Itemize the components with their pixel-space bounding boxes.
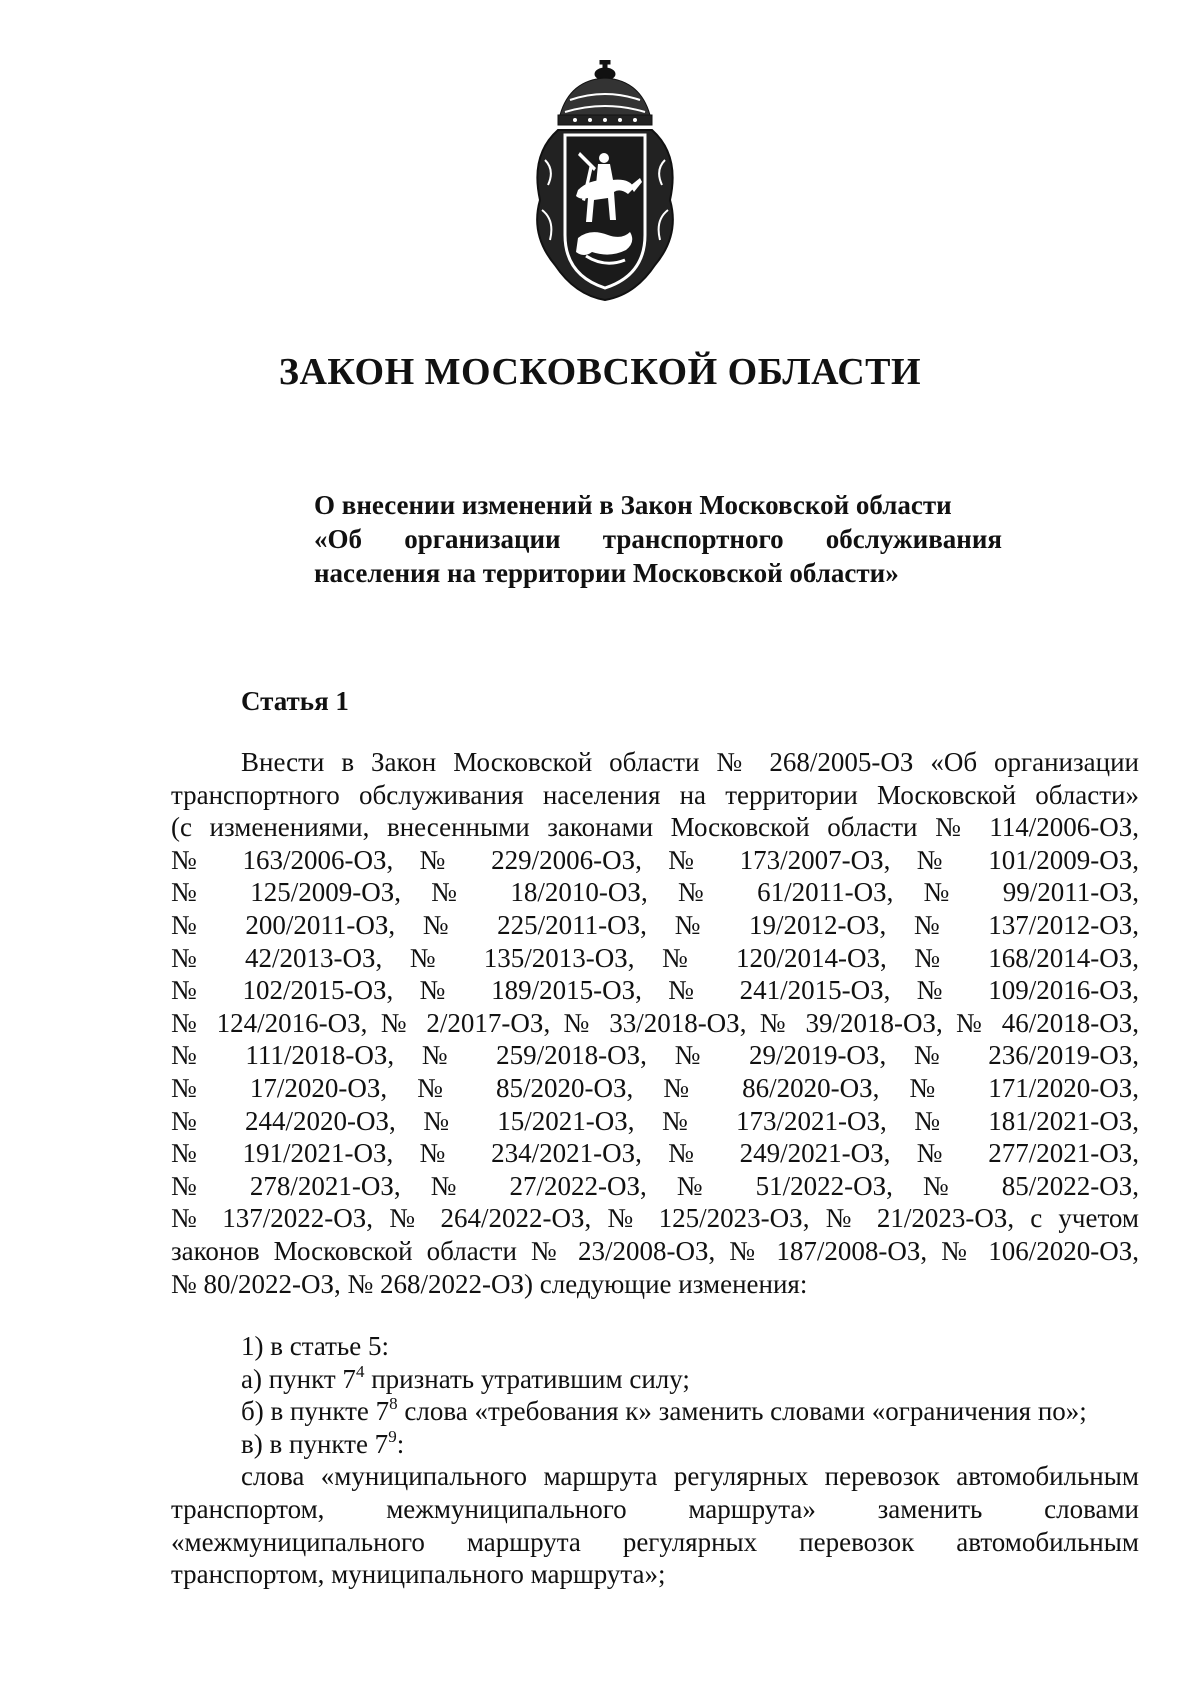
document-title: ЗАКОН МОСКОВСКОЙ ОБЛАСТИ	[278, 351, 922, 393]
intro-line-13: № 191/2021-ОЗ, № 234/2021-ОЗ, № 249/2021-ОЗ, № 277/2021-ОЗ,	[171, 1138, 1139, 1169]
intro-line-5: № 125/2009-ОЗ, № 18/2010-ОЗ, № 61/2011-ОЗ, № 99/2011-ОЗ,	[171, 877, 1139, 908]
item-1: 1) в статье 5:	[241, 1331, 389, 1362]
replace-line-4: транспортом, муниципального маршрута»;	[171, 1559, 666, 1590]
intro-line-10: № 111/2018-ОЗ, № 259/2018-ОЗ, № 29/2019-ОЗ, № 236/2019-ОЗ,	[171, 1040, 1139, 1071]
superscript: 4	[355, 1361, 365, 1381]
subject-line-2: «Об организации транспортного обслуживания	[314, 524, 1002, 554]
item-a: а) пункт $7^4$ признать утратившим силу;	[241, 1361, 690, 1394]
intro-line-2: транспортного обслуживания населения на территории Московской области»	[171, 779, 1139, 810]
item-v: в) в пункте $7^9$:	[241, 1426, 405, 1459]
intro-line-6: № 200/2011-ОЗ, № 225/2011-ОЗ, № 19/2012-ОЗ, № 137/2012-ОЗ,	[171, 909, 1139, 940]
intro-line-9: № 124/2016-ОЗ, № 2/2017-ОЗ, № 33/2018-ОЗ, № 39/2018-ОЗ, № 46/2018-ОЗ,	[171, 1007, 1139, 1038]
intro-line-3: (с изменениями, внесенными законами Московской области № 114/2006-ОЗ,	[171, 812, 1139, 843]
intro-line-11: № 17/2020-ОЗ, № 85/2020-ОЗ, № 86/2020-ОЗ, № 171/2020-ОЗ,	[171, 1072, 1139, 1103]
intro-line-12: № 244/2020-ОЗ, № 15/2021-ОЗ, № 173/2021-ОЗ, № 181/2021-ОЗ,	[171, 1105, 1139, 1136]
intro-line-7: № 42/2013-ОЗ, № 135/2013-ОЗ, № 120/2014-ОЗ, № 168/2014-ОЗ,	[171, 942, 1139, 973]
coat-of-arms-emblem	[530, 60, 680, 305]
replace-line-1: слова «муниципального маршрута регулярных перевозок автомобильным	[241, 1461, 1139, 1492]
intro-line-8: № 102/2015-ОЗ, № 189/2015-ОЗ, № 241/2015-ОЗ, № 109/2016-ОЗ,	[171, 975, 1139, 1006]
article-heading: Статья 1	[241, 686, 349, 716]
intro-line-4: № 163/2006-ОЗ, № 229/2006-ОЗ, № 173/2007-ОЗ, № 101/2009-ОЗ,	[171, 844, 1139, 875]
law-subject	[314, 488, 1002, 590]
intro-line-14: № 278/2021-ОЗ, № 27/2022-ОЗ, № 51/2022-ОЗ, № 85/2022-ОЗ,	[171, 1170, 1139, 1201]
intro-line-17: № 80/2022-ОЗ, № 268/2022-ОЗ) следующие изменения:	[171, 1268, 808, 1299]
subject-line-3: населения на территории Московской области»	[314, 558, 899, 588]
intro-line-16: законов Московской области № 23/2008-ОЗ, № 187/2008-ОЗ, № 106/2020-ОЗ,	[171, 1235, 1139, 1266]
item-b: б) в пункте $7^8$ слова «требования к» заменить словами «ограничения по»;	[241, 1394, 1087, 1427]
replace-line-3: «межмуниципального маршрута регулярных перевозок автомобильным	[171, 1526, 1139, 1557]
replace-line-2: транспортом, межмуниципального маршрута» заменить словами	[171, 1494, 1139, 1525]
intro-line-15: № 137/2022-ОЗ, № 264/2022-ОЗ, № 125/2023-ОЗ, № 21/2023-ОЗ, с учетом	[171, 1203, 1139, 1234]
subject-line-1: О внесении изменений в Закон Московской области	[314, 490, 952, 520]
article-body	[171, 746, 1139, 1591]
superscript: 8	[389, 1394, 398, 1414]
intro-line-1: Внести в Закон Московской области № 268/2005-ОЗ «Об организации	[241, 747, 1139, 777]
superscript: 9	[388, 1426, 397, 1446]
